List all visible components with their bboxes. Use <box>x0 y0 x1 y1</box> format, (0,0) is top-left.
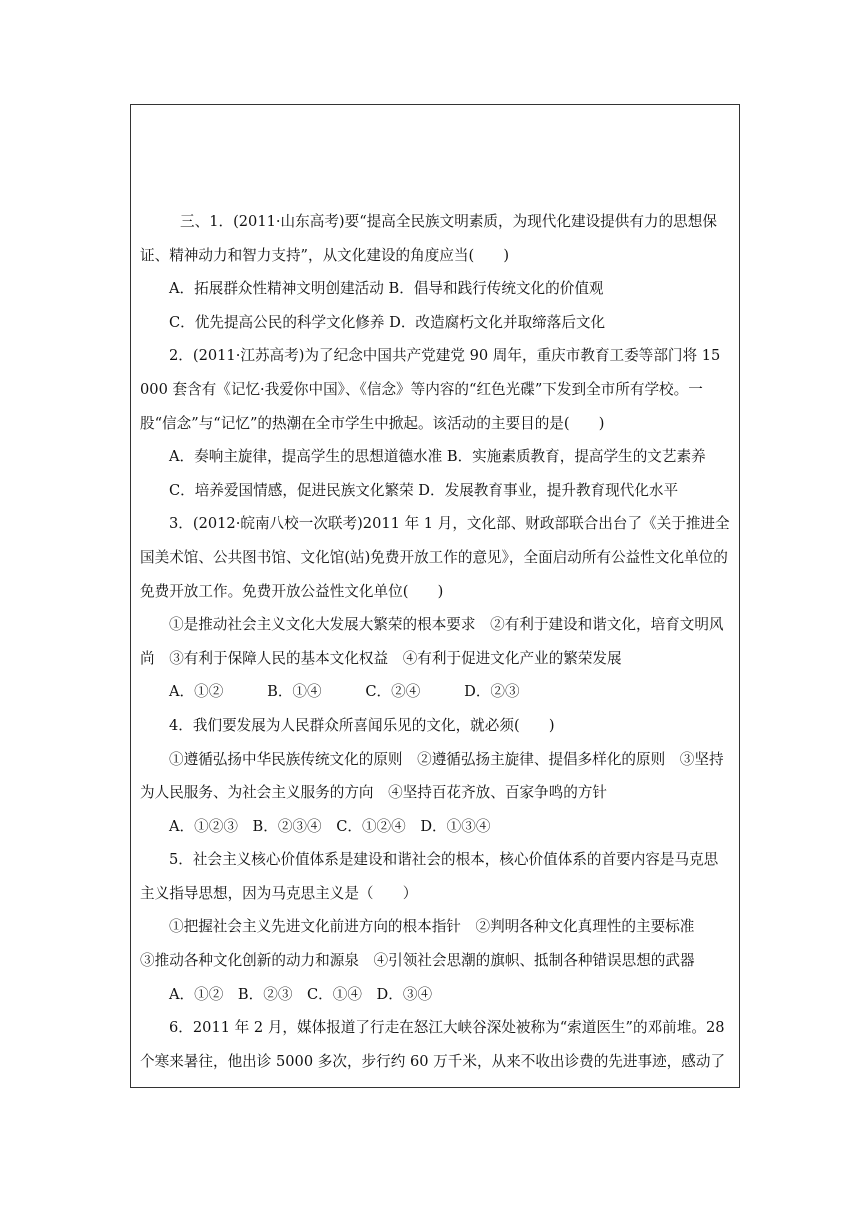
q1-options-ab: A．拓展群众性精神文明创建活动 B．倡导和践行传统文化的价值观 <box>169 280 604 298</box>
question-section <box>140 205 732 1078</box>
q4-items: ①遵循弘扬中华民族传统文化的原则 ②遵循弘扬主旋律、提倡多样化的原则 ③坚持为人民服务、为社会主义服务的方向 ④坚持百花齐放、百家争鸣的方针 <box>140 750 724 802</box>
q5-items-line1: ①把握社会主义先进文化前进方向的根本指针 ②判明各种文化真理性的主要标准 <box>169 918 695 936</box>
q2-stem: 2．(2011·江苏高考)为了纪念中国共产党建党 90 周年，重庆市教育工委等部门将 15 000 套含有《记忆·我爱你中国》、《信念》等内容的“红色光碟”下发到全市所有学校。一股“信念”与“记忆”的热潮在全市学生中掀起。该活动的主要目的是( ) <box>140 347 721 432</box>
q2-options-cd: C．培养爱国情感，促进民族文化繁荣 D．发展教育事业，提升教育现代化水平 <box>169 481 679 499</box>
q2-options-ab: A．奏响主旋律，提高学生的思想道德水准 B．实施素质教育，提高学生的文艺素养 <box>169 448 706 466</box>
q1-stem: 三、1．(2011·山东高考)要“提高全民族文明素质，为现代化建设提供有力的思想保证、精神动力和智力支持”，从文化建设的角度应当( ) <box>140 213 717 264</box>
q5-choices: A．①② B．②③ C．①④ D．③④ <box>169 985 433 1003</box>
q1-options-cd: C．优先提高公民的科学文化修养 D．改造腐朽文化并取缔落后文化 <box>169 313 606 331</box>
q3-stem: 3．(2012·皖南八校一次联考)2011 年 1 月，文化部、财政部联合出台了《关于推进全国美术馆、公共图书馆、文化馆(站)免费开放工作的意见》，全面启动所有公益性文化单位的免费开放工作。免费开放公益性文化单位( ) <box>140 515 730 600</box>
q5-stem: 5．社会主义核心价值体系是建设和谐社会的根本，核心价值体系的首要内容是马克思主义指导思想，因为马克思主义是（ ） <box>140 851 719 902</box>
q6-stem: 6．2011 年 2 月，媒体报道了行走在怒江大峡谷深处被称为“索道医生”的邓前堆。28 个寒来暑往，他出诊 5000 多次，步行约 60 万千米，从来不收出诊费的先进事迹，感动了 <box>140 1019 726 1070</box>
q3-items: ①是推动社会主义文化大发展大繁荣的根本要求 ②有利于建设和谐文化，培育文明风尚 ③有利于保障人民的基本文化权益 ④有利于促进文化产业的繁荣发展 <box>140 616 724 667</box>
q4-stem: 4．我们要发展为人民群众所喜闻乐见的文化，就必须( ) <box>169 716 555 734</box>
q3-choices: A．①② B．①④ C．②④ D．②③ <box>169 683 520 701</box>
q5-items-line2: ③推动各种文化创新的动力和源泉 ④引领社会思潮的旗帜、抵制各种错误思想的武器 <box>140 952 695 970</box>
q4-choices: A．①②③ B．②③④ C．①②④ D．①③④ <box>169 817 491 835</box>
